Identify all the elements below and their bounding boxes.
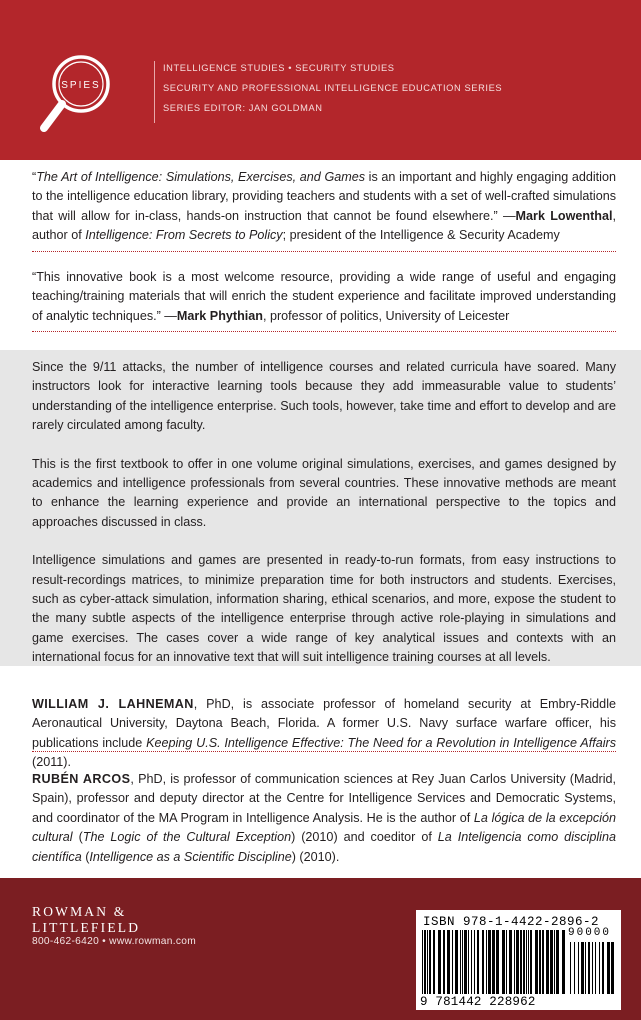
price-barcode-bars: [568, 942, 618, 994]
series-name: SECURITY AND PROFESSIONAL INTELLIGENCE EDUCATION SERIES: [163, 83, 503, 93]
description-paragraph: Since the 9/11 attacks, the number of intelligence courses and related curricula have soared. Many instructors look for interactive learning tools because they add immeasurable value to students’ understanding of the intelligence enterprise. Such tools, however, take time and effort to develop and are rarely circulated among faculty.: [32, 360, 616, 433]
barcode-bars: [420, 930, 565, 994]
author-bio-arcos: RUBÉN ARCOS, PhD, is professor of communication sciences at Rey Juan Carlos University (Madrid, Spain), professor and deputy director at the Centre for Intelligence Services and Democratic Systems, and coordinator of the MA Program in Intelligence Analysis. He is the author of La lógica de la excepción cultural (The Logic of the Cultural Exception) (2010) and coeditor of La Inteligencia como disciplina científica (Intelligence as a Scientific Discipline) (2010).: [32, 772, 617, 864]
logo-text: SPIES: [61, 80, 101, 91]
author-bio-lahneman: WILLIAM J. LAHNEMAN, PhD, is associate professor of homeland security at Embry-Riddle Aeronautical University, Daytona Beach, Florida. A former U.S. Navy surface warfare officer, his publications include Keeping U.S. Intelligence Effective: The Need for a Revolution in Intelligence Affairs (2011).: [32, 697, 617, 770]
description-paragraph: This is the first textbook to offer in one volume original simulations, exercises, and games designed by academics and intelligence professionals from several countries. These innovative methods are meant to enhance the learning experience and provide an international perspective to the topics and approaches discussed in class.: [32, 456, 616, 529]
series-editor: SERIES EDITOR: JAN GOLDMAN: [163, 103, 323, 113]
barcode-number: 9 781442 228962: [420, 995, 536, 1009]
dotted-divider: [32, 251, 616, 252]
endorsement-phythian: “This innovative book is a most welcome resource, providing a wide range of useful and engaging teaching/training materials that will enrich the student experience and facilitate improved understanding of analytic techniques.” —Mark Phythian, professor of politics, University of Leicester: [32, 270, 616, 323]
series-info: [163, 63, 502, 123]
publisher-logo: ROWMAN & LITTLEFIELD: [32, 904, 141, 935]
price-code: 90000: [568, 927, 612, 939]
book-description: [32, 358, 616, 687]
description-paragraph: Intelligence simulations and games are presented in ready-to-run formats, from easy instructions to result-recordings matrices, to minimize preparation time for both instructors and students. Exercises, such as cyber-attack simulation, information sharing, ethical scenarios, and more, expose the student to the many subtle aspects of the intelligence enterprise through active role-playing in simulations and game exercises. The cases cover a wide range of key analytical issues and contexts with an international focus for an innovative text that will suit intelligence training courses at all levels.: [32, 553, 616, 665]
series-divider: [154, 61, 155, 123]
author-name: RUBÉN ARCOS: [32, 772, 131, 786]
series-subjects: INTELLIGENCE STUDIES • SECURITY STUDIES: [163, 63, 395, 73]
magnifying-glass-logo-icon: [38, 50, 148, 140]
isbn-text: ISBN 978-1-4422-2896-2: [423, 915, 600, 929]
endorser-name: Mark Phythian: [176, 308, 263, 323]
endorser-name: Mark Lowenthal: [515, 208, 613, 223]
endorsement-lowenthal: “The Art of Intelligence: Simulations, Exercises, and Games is an important and highly engaging addition to the intelligence education library, providing teachers and students with a set of well-crafted simulations that will allow for in-class, hands-on instruction that cannot be found elsewhere.” —Mark Lowenthal, author of Intelligence: From Secrets to Policy; president of the Intelligence & Security Academy: [32, 170, 617, 243]
author-name: WILLIAM J. LAHNEMAN: [32, 697, 194, 711]
publisher-contact: 800-462-6420 • www.rowman.com: [32, 936, 197, 947]
dotted-divider: [32, 331, 616, 332]
isbn-barcode: [416, 910, 621, 1010]
quoted-book-title: The Art of Intelligence: Simulations, Exercises, and Games: [36, 170, 366, 184]
dotted-divider: [32, 751, 616, 752]
